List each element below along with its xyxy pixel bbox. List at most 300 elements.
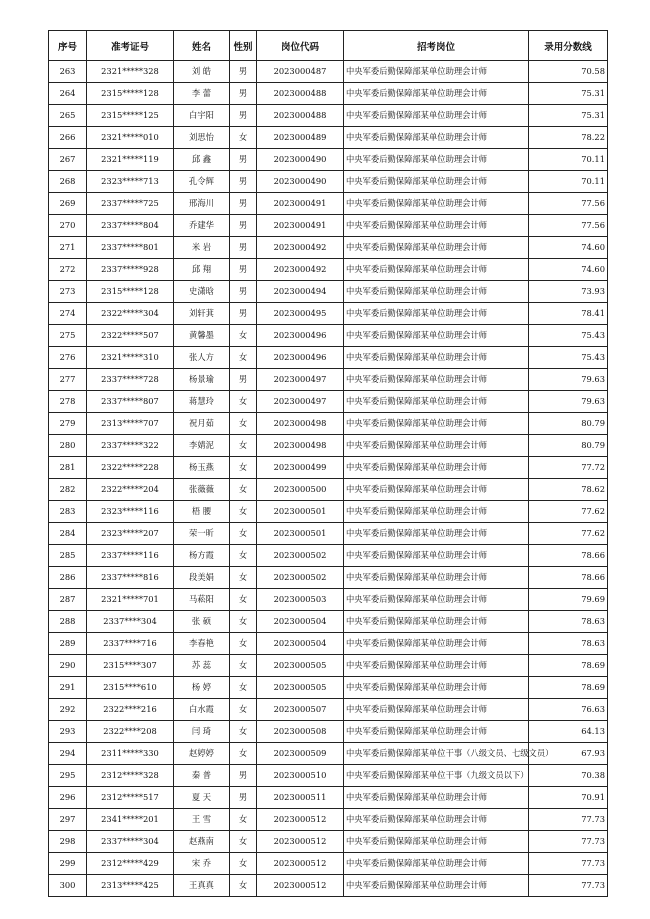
cell-post: 中央军委后勤保障部某单位干事（九级文员以下） <box>344 765 529 787</box>
cell-post-code: 2023000507 <box>257 699 344 721</box>
table-row <box>49 149 608 171</box>
cell-post: 中央军委后勤保障部某单位助理会计师 <box>344 303 529 325</box>
cell-score-line: 64.13 <box>529 721 608 743</box>
table-row <box>49 633 608 655</box>
table-body <box>49 61 608 897</box>
cell-score-line: 78.22 <box>529 127 608 149</box>
cell-seq: 267 <box>49 149 87 171</box>
cell-post-code: 2023000504 <box>257 633 344 655</box>
cell-ticket-number: 2337*****728 <box>87 369 174 391</box>
cell-seq: 292 <box>49 699 87 721</box>
cell-sex: 男 <box>230 259 257 281</box>
cell-ticket-number: 2322*****204 <box>87 479 174 501</box>
cell-name: 杨方霞 <box>174 545 230 567</box>
cell-name: 刘轩萁 <box>174 303 230 325</box>
cell-post-code: 2023000494 <box>257 281 344 303</box>
cell-post: 中央军委后勤保障部某单位助理会计师 <box>344 479 529 501</box>
cell-score-line: 67.93 <box>529 743 608 765</box>
cell-name: 段美娟 <box>174 567 230 589</box>
cell-ticket-number: 2315*****128 <box>87 83 174 105</box>
cell-seq: 290 <box>49 655 87 677</box>
cell-post: 中央军委后勤保障部某单位助理会计师 <box>344 347 529 369</box>
cell-ticket-number: 2337*****804 <box>87 215 174 237</box>
cell-sex: 女 <box>230 435 257 457</box>
cell-post-code: 2023000492 <box>257 237 344 259</box>
cell-post-code: 2023000502 <box>257 567 344 589</box>
cell-sex: 女 <box>230 611 257 633</box>
cell-post-code: 2023000491 <box>257 215 344 237</box>
cell-post-code: 2023000511 <box>257 787 344 809</box>
cell-seq: 268 <box>49 171 87 193</box>
cell-post: 中央军委后勤保障部某单位助理会计师 <box>344 281 529 303</box>
cell-post-code: 2023000496 <box>257 325 344 347</box>
cell-sex: 男 <box>230 765 257 787</box>
cell-sex: 男 <box>230 193 257 215</box>
cell-sex: 男 <box>230 787 257 809</box>
cell-sex: 女 <box>230 391 257 413</box>
cell-seq: 266 <box>49 127 87 149</box>
cell-score-line: 74.60 <box>529 259 608 281</box>
cell-seq: 284 <box>49 523 87 545</box>
table-row <box>49 281 608 303</box>
cell-post-code: 2023000512 <box>257 875 344 897</box>
cell-name: 王真真 <box>174 875 230 897</box>
cell-name: 张薇薇 <box>174 479 230 501</box>
cell-post-code: 2023000512 <box>257 831 344 853</box>
cell-name: 刘思怡 <box>174 127 230 149</box>
cell-post-code: 2023000496 <box>257 347 344 369</box>
cell-post-code: 2023000488 <box>257 105 344 127</box>
cell-score-line: 77.72 <box>529 457 608 479</box>
cell-seq: 293 <box>49 721 87 743</box>
cell-post: 中央军委后勤保障部某单位助理会计师 <box>344 61 529 83</box>
table-row <box>49 567 608 589</box>
table-row <box>49 655 608 677</box>
cell-ticket-number: 2311*****330 <box>87 743 174 765</box>
cell-post: 中央军委后勤保障部某单位助理会计师 <box>344 699 529 721</box>
cell-sex: 女 <box>230 589 257 611</box>
cell-post-code: 2023000501 <box>257 523 344 545</box>
cell-post: 中央军委后勤保障部某单位助理会计师 <box>344 83 529 105</box>
cell-ticket-number: 2322*****304 <box>87 303 174 325</box>
cell-name: 张 硕 <box>174 611 230 633</box>
cell-post: 中央军委后勤保障部某单位助理会计师 <box>344 677 529 699</box>
cell-post-code: 2023000489 <box>257 127 344 149</box>
cell-score-line: 75.31 <box>529 105 608 127</box>
cell-ticket-number: 2321*****701 <box>87 589 174 611</box>
cell-score-line: 79.63 <box>529 369 608 391</box>
cell-ticket-number: 2341*****201 <box>87 809 174 831</box>
cell-ticket-number: 2322*****228 <box>87 457 174 479</box>
cell-sex: 男 <box>230 281 257 303</box>
table-row <box>49 809 608 831</box>
cell-score-line: 77.56 <box>529 215 608 237</box>
table-row <box>49 413 608 435</box>
cell-post: 中央军委后勤保障部某单位助理会计师 <box>344 259 529 281</box>
cell-score-line: 77.62 <box>529 501 608 523</box>
cell-score-line: 78.66 <box>529 545 608 567</box>
cell-sex: 女 <box>230 325 257 347</box>
cell-post: 中央军委后勤保障部某单位助理会计师 <box>344 567 529 589</box>
table-row <box>49 171 608 193</box>
cell-seq: 276 <box>49 347 87 369</box>
cell-post-code: 2023000512 <box>257 809 344 831</box>
table-row <box>49 391 608 413</box>
cell-score-line: 78.63 <box>529 633 608 655</box>
cell-ticket-number: 2312*****429 <box>87 853 174 875</box>
cell-ticket-number: 2315****610 <box>87 677 174 699</box>
cell-post: 中央军委后勤保障部某单位助理会计师 <box>344 413 529 435</box>
cell-seq: 272 <box>49 259 87 281</box>
cell-name: 米 岩 <box>174 237 230 259</box>
cell-post-code: 2023000498 <box>257 435 344 457</box>
cell-post-code: 2023000505 <box>257 677 344 699</box>
cell-score-line: 77.73 <box>529 875 608 897</box>
cell-post-code: 2023000497 <box>257 391 344 413</box>
cell-post-code: 2023000502 <box>257 545 344 567</box>
cell-sex: 女 <box>230 523 257 545</box>
cell-post: 中央军委后勤保障部某单位助理会计师 <box>344 127 529 149</box>
cell-post: 中央军委后勤保障部某单位助理会计师 <box>344 853 529 875</box>
cell-name: 王 雪 <box>174 809 230 831</box>
table-row <box>49 83 608 105</box>
cell-seq: 274 <box>49 303 87 325</box>
cell-name: 乔建华 <box>174 215 230 237</box>
cell-post: 中央军委后勤保障部某单位助理会计师 <box>344 369 529 391</box>
cell-sex: 女 <box>230 347 257 369</box>
cell-name: 杨玉燕 <box>174 457 230 479</box>
cell-ticket-number: 2337*****304 <box>87 831 174 853</box>
cell-name: 李 蕾 <box>174 83 230 105</box>
cell-ticket-number: 2322****208 <box>87 721 174 743</box>
header-seq: 序号 <box>49 31 87 61</box>
cell-seq: 263 <box>49 61 87 83</box>
cell-ticket-number: 2321*****119 <box>87 149 174 171</box>
cell-name: 孔令辉 <box>174 171 230 193</box>
table-row <box>49 589 608 611</box>
cell-score-line: 75.43 <box>529 347 608 369</box>
table-row <box>49 611 608 633</box>
cell-post: 中央军委后勤保障部某单位助理会计师 <box>344 787 529 809</box>
table-row <box>49 545 608 567</box>
cell-post: 中央军委后勤保障部某单位助理会计师 <box>344 501 529 523</box>
cell-seq: 282 <box>49 479 87 501</box>
table-row <box>49 787 608 809</box>
cell-post-code: 2023000497 <box>257 369 344 391</box>
cell-post-code: 2023000490 <box>257 149 344 171</box>
cell-post-code: 2023000501 <box>257 501 344 523</box>
cell-ticket-number: 2322****216 <box>87 699 174 721</box>
table-row <box>49 303 608 325</box>
cell-seq: 288 <box>49 611 87 633</box>
cell-seq: 281 <box>49 457 87 479</box>
cell-post-code: 2023000504 <box>257 611 344 633</box>
cell-name: 杨景瑜 <box>174 369 230 391</box>
table-row <box>49 479 608 501</box>
table-row <box>49 743 608 765</box>
cell-sex: 男 <box>230 105 257 127</box>
cell-name: 梧 腰 <box>174 501 230 523</box>
cell-seq: 286 <box>49 567 87 589</box>
cell-sex: 男 <box>230 237 257 259</box>
table-row <box>49 457 608 479</box>
cell-name: 秦 普 <box>174 765 230 787</box>
cell-sex: 女 <box>230 831 257 853</box>
table-row <box>49 501 608 523</box>
table-row <box>49 193 608 215</box>
cell-score-line: 80.79 <box>529 435 608 457</box>
cell-post-code: 2023000510 <box>257 765 344 787</box>
cell-sex: 男 <box>230 369 257 391</box>
cell-score-line: 78.41 <box>529 303 608 325</box>
cell-ticket-number: 2337*****116 <box>87 545 174 567</box>
cell-post-code: 2023000498 <box>257 413 344 435</box>
table-row <box>49 61 608 83</box>
cell-sex: 男 <box>230 171 257 193</box>
cell-post: 中央军委后勤保障部某单位助理会计师 <box>344 831 529 853</box>
cell-name: 白宇阳 <box>174 105 230 127</box>
cell-post: 中央军委后勤保障部某单位助理会计师 <box>344 105 529 127</box>
cell-post: 中央军委后勤保障部某单位助理会计师 <box>344 721 529 743</box>
cell-name: 杨 婷 <box>174 677 230 699</box>
cell-score-line: 77.73 <box>529 831 608 853</box>
cell-sex: 女 <box>230 853 257 875</box>
header-post-code: 岗位代码 <box>257 31 344 61</box>
cell-score-line: 75.31 <box>529 83 608 105</box>
cell-name: 宋 乔 <box>174 853 230 875</box>
cell-name: 邢海川 <box>174 193 230 215</box>
cell-score-line: 70.38 <box>529 765 608 787</box>
cell-score-line: 70.11 <box>529 149 608 171</box>
cell-sex: 男 <box>230 303 257 325</box>
cell-sex: 女 <box>230 479 257 501</box>
cell-sex: 女 <box>230 501 257 523</box>
cell-post-code: 2023000508 <box>257 721 344 743</box>
cell-sex: 女 <box>230 721 257 743</box>
cell-name: 史潇晗 <box>174 281 230 303</box>
cell-score-line: 75.43 <box>529 325 608 347</box>
cell-score-line: 70.91 <box>529 787 608 809</box>
cell-name: 邱 翔 <box>174 259 230 281</box>
cell-name: 黄馨墨 <box>174 325 230 347</box>
cell-score-line: 70.58 <box>529 61 608 83</box>
cell-ticket-number: 2315*****128 <box>87 281 174 303</box>
cell-seq: 280 <box>49 435 87 457</box>
cell-ticket-number: 2321*****010 <box>87 127 174 149</box>
cell-score-line: 79.69 <box>529 589 608 611</box>
cell-post: 中央军委后勤保障部某单位助理会计师 <box>344 589 529 611</box>
cell-sex: 女 <box>230 457 257 479</box>
cell-score-line: 78.69 <box>529 677 608 699</box>
header-name: 姓名 <box>174 31 230 61</box>
cell-post-code: 2023000491 <box>257 193 344 215</box>
cell-post: 中央军委后勤保障部某单位助理会计师 <box>344 193 529 215</box>
cell-seq: 296 <box>49 787 87 809</box>
cell-score-line: 78.63 <box>529 611 608 633</box>
cell-sex: 女 <box>230 127 257 149</box>
cell-sex: 男 <box>230 83 257 105</box>
cell-name: 赵婷婷 <box>174 743 230 765</box>
cell-seq: 285 <box>49 545 87 567</box>
cell-sex: 女 <box>230 567 257 589</box>
cell-score-line: 78.62 <box>529 479 608 501</box>
cell-sex: 男 <box>230 61 257 83</box>
cell-sex: 女 <box>230 809 257 831</box>
cell-ticket-number: 2337*****801 <box>87 237 174 259</box>
cell-name: 李春艳 <box>174 633 230 655</box>
cell-seq: 270 <box>49 215 87 237</box>
cell-score-line: 73.93 <box>529 281 608 303</box>
cell-name: 白水霞 <box>174 699 230 721</box>
cell-post-code: 2023000512 <box>257 853 344 875</box>
cell-seq: 264 <box>49 83 87 105</box>
cell-ticket-number: 2312*****328 <box>87 765 174 787</box>
cell-seq: 287 <box>49 589 87 611</box>
cell-score-line: 77.73 <box>529 809 608 831</box>
cell-sex: 男 <box>230 215 257 237</box>
cell-seq: 299 <box>49 853 87 875</box>
cell-post-code: 2023000492 <box>257 259 344 281</box>
table-row <box>49 853 608 875</box>
cell-name: 蒋慧玲 <box>174 391 230 413</box>
cell-score-line: 76.63 <box>529 699 608 721</box>
cell-seq: 297 <box>49 809 87 831</box>
cell-score-line: 78.66 <box>529 567 608 589</box>
cell-ticket-number: 2323*****116 <box>87 501 174 523</box>
table-row <box>49 237 608 259</box>
cell-ticket-number: 2337****304 <box>87 611 174 633</box>
cell-score-line: 78.69 <box>529 655 608 677</box>
cell-post: 中央军委后勤保障部某单位助理会计师 <box>344 149 529 171</box>
cell-seq: 278 <box>49 391 87 413</box>
cell-seq: 298 <box>49 831 87 853</box>
cell-name: 李婧泥 <box>174 435 230 457</box>
cell-ticket-number: 2337*****816 <box>87 567 174 589</box>
cell-post: 中央军委后勤保障部某单位助理会计师 <box>344 545 529 567</box>
cell-ticket-number: 2337*****928 <box>87 259 174 281</box>
cell-seq: 277 <box>49 369 87 391</box>
cell-seq: 265 <box>49 105 87 127</box>
cell-seq: 283 <box>49 501 87 523</box>
table-row <box>49 215 608 237</box>
cell-name: 苏 蕊 <box>174 655 230 677</box>
cell-post-code: 2023000487 <box>257 61 344 83</box>
cell-sex: 女 <box>230 699 257 721</box>
cell-score-line: 70.11 <box>529 171 608 193</box>
cell-ticket-number: 2315*****125 <box>87 105 174 127</box>
cell-ticket-number: 2323*****713 <box>87 171 174 193</box>
table-row <box>49 677 608 699</box>
table-row <box>49 765 608 787</box>
table-header <box>49 31 608 61</box>
cell-post-code: 2023000499 <box>257 457 344 479</box>
cell-sex: 女 <box>230 655 257 677</box>
cell-ticket-number: 2322*****507 <box>87 325 174 347</box>
table-row <box>49 259 608 281</box>
cell-seq: 271 <box>49 237 87 259</box>
table-row <box>49 347 608 369</box>
table-row <box>49 875 608 897</box>
cell-post: 中央军委后勤保障部某单位助理会计师 <box>344 611 529 633</box>
cell-name: 荣一昕 <box>174 523 230 545</box>
cell-post: 中央军委后勤保障部某单位助理会计师 <box>344 633 529 655</box>
cell-score-line: 79.63 <box>529 391 608 413</box>
cell-ticket-number: 2321*****310 <box>87 347 174 369</box>
cell-sex: 男 <box>230 149 257 171</box>
cell-score-line: 77.56 <box>529 193 608 215</box>
cell-post: 中央军委后勤保障部某单位助理会计师 <box>344 809 529 831</box>
cell-ticket-number: 2337*****322 <box>87 435 174 457</box>
cell-post-code: 2023000495 <box>257 303 344 325</box>
cell-ticket-number: 2313*****425 <box>87 875 174 897</box>
cell-name: 赵燕南 <box>174 831 230 853</box>
table-row <box>49 105 608 127</box>
cell-seq: 269 <box>49 193 87 215</box>
cell-post-code: 2023000488 <box>257 83 344 105</box>
table-row <box>49 831 608 853</box>
cell-seq: 294 <box>49 743 87 765</box>
cell-ticket-number: 2323*****207 <box>87 523 174 545</box>
cell-post: 中央军委后勤保障部某单位助理会计师 <box>344 237 529 259</box>
cell-ticket-number: 2337*****807 <box>87 391 174 413</box>
cell-name: 夏 天 <box>174 787 230 809</box>
table-row <box>49 127 608 149</box>
cell-score-line: 74.60 <box>529 237 608 259</box>
cell-sex: 女 <box>230 677 257 699</box>
cell-post: 中央军委后勤保障部某单位干事（八级文员、七级文员） <box>344 743 529 765</box>
cell-name: 马菘阳 <box>174 589 230 611</box>
cell-ticket-number: 2337*****725 <box>87 193 174 215</box>
cell-ticket-number: 2321*****328 <box>87 61 174 83</box>
cell-score-line: 77.62 <box>529 523 608 545</box>
cell-sex: 女 <box>230 743 257 765</box>
cell-ticket-number: 2315****307 <box>87 655 174 677</box>
header-ticket-number: 准考证号 <box>87 31 174 61</box>
cell-name: 刘 皓 <box>174 61 230 83</box>
cell-seq: 300 <box>49 875 87 897</box>
cell-seq: 279 <box>49 413 87 435</box>
recruitment-score-table <box>48 30 608 897</box>
cell-name: 闫 琦 <box>174 721 230 743</box>
cell-score-line: 77.73 <box>529 853 608 875</box>
cell-ticket-number: 2313*****707 <box>87 413 174 435</box>
header-post: 招考岗位 <box>344 31 529 61</box>
table-row <box>49 721 608 743</box>
cell-name: 祝月茹 <box>174 413 230 435</box>
cell-name: 邱 鑫 <box>174 149 230 171</box>
table-row <box>49 523 608 545</box>
header-row <box>49 31 608 61</box>
cell-post: 中央军委后勤保障部某单位助理会计师 <box>344 655 529 677</box>
cell-post: 中央军委后勤保障部某单位助理会计师 <box>344 875 529 897</box>
table-row <box>49 435 608 457</box>
cell-post: 中央军委后勤保障部某单位助理会计师 <box>344 215 529 237</box>
cell-seq: 275 <box>49 325 87 347</box>
table-row <box>49 325 608 347</box>
table-row <box>49 699 608 721</box>
cell-seq: 289 <box>49 633 87 655</box>
cell-post-code: 2023000505 <box>257 655 344 677</box>
header-sex: 性别 <box>230 31 257 61</box>
cell-post: 中央军委后勤保障部某单位助理会计师 <box>344 171 529 193</box>
cell-sex: 女 <box>230 545 257 567</box>
cell-post: 中央军委后勤保障部某单位助理会计师 <box>344 523 529 545</box>
cell-ticket-number: 2337****716 <box>87 633 174 655</box>
cell-seq: 273 <box>49 281 87 303</box>
cell-score-line: 80.79 <box>529 413 608 435</box>
cell-post-code: 2023000490 <box>257 171 344 193</box>
cell-sex: 女 <box>230 633 257 655</box>
